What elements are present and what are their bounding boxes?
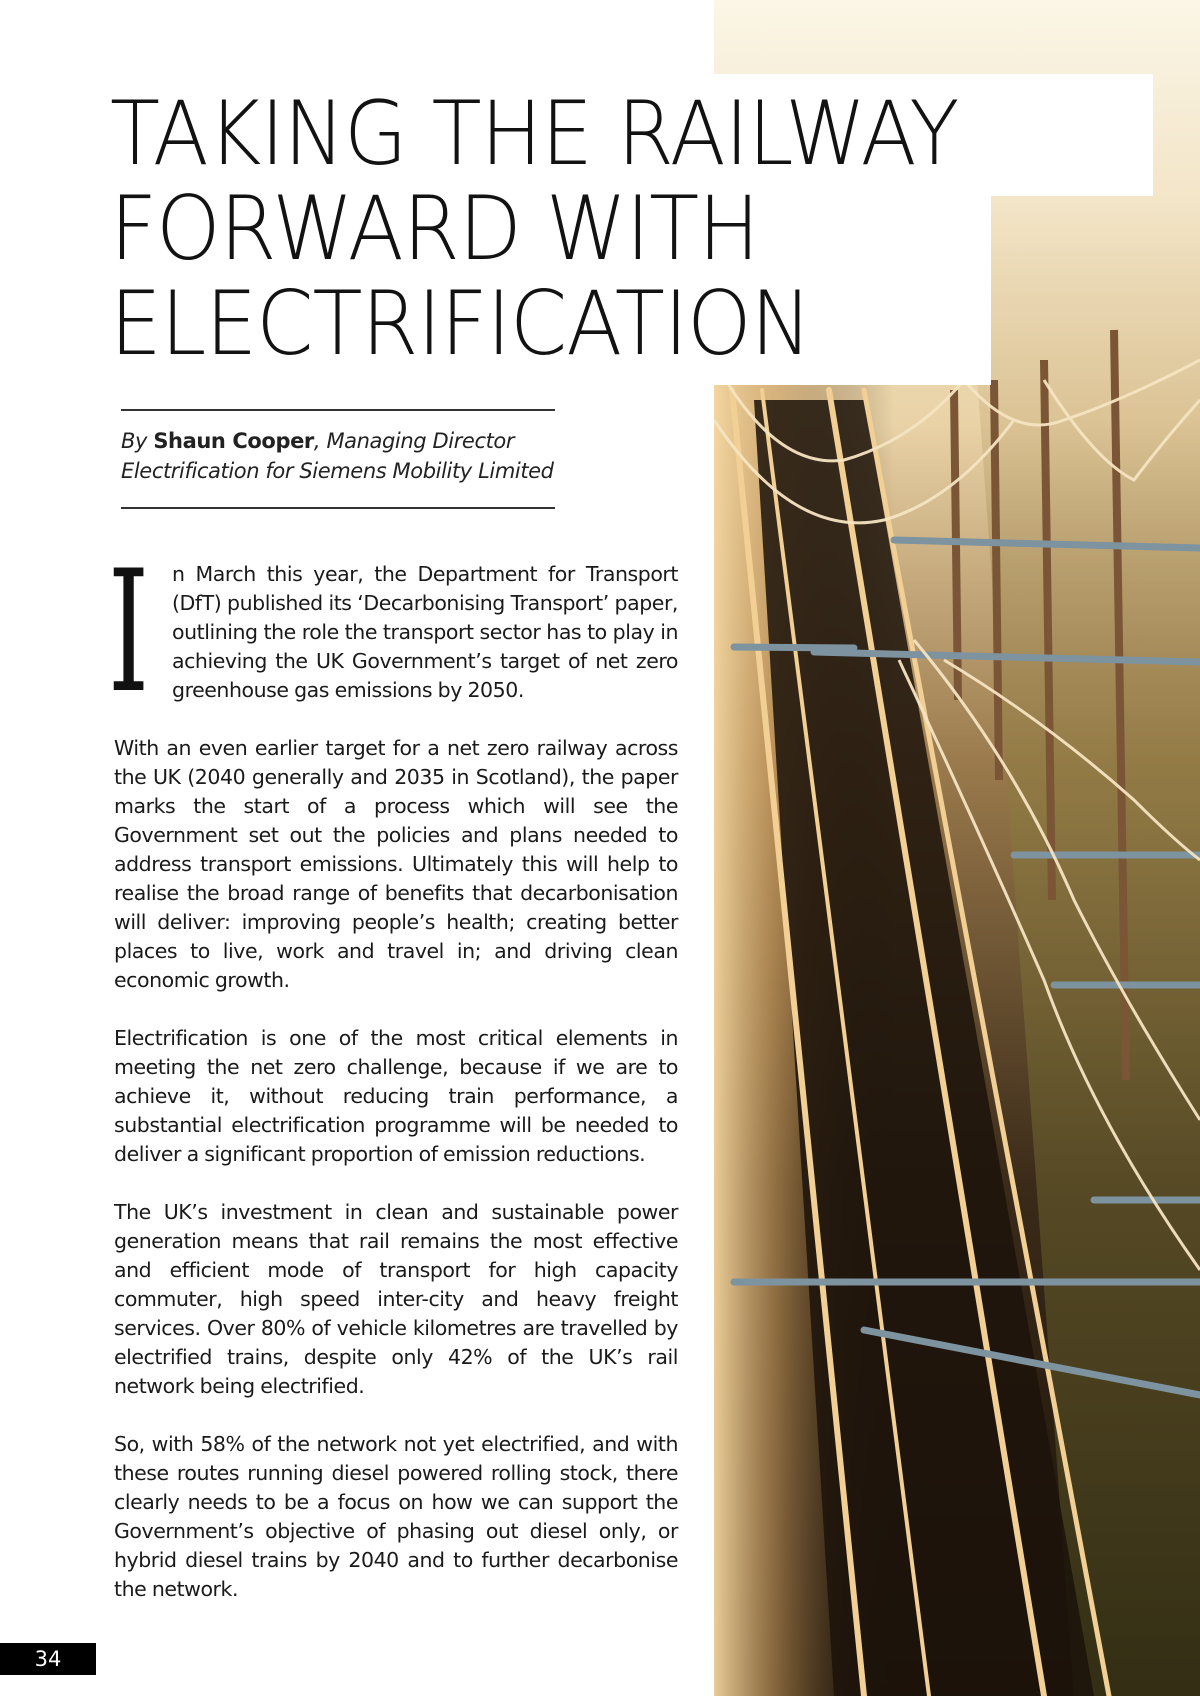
byline xyxy=(121,426,581,486)
body-paragraph-5: So, with 58% of the network not yet electrified, and with these routes running diesel powered rolling stock, there clearly needs to be a focus on how we can support the Government’s objective of phasing out diesel only, or hybrid diesel trains by 2040 and to further decarbonise the network. xyxy=(114,1432,678,1601)
article-title: TAKING THE RAILWAY FORWARD WITH ELECTRIFICATION xyxy=(110,82,959,375)
byline-top-rule xyxy=(121,409,555,411)
body-paragraph-2: With an even earlier target for a net zero railway across the UK (2040 generally and 2035 in Scotland), the paper marks the start of a process which will see the Government set out the policies and plans needed to address transport emissions. Ultimately this will help to realise the broad range of benefits that decarbonisation will deliver: improving people’s health; creating better places to live, work and travel in; and driving clean economic growth. xyxy=(114,736,678,992)
byline-prefix: By xyxy=(121,429,148,453)
body-paragraph-4: The UK’s investment in clean and sustainable power generation means that rail remains the most effective and efficient mode of transport for high capacity commuter, high speed inter-city and heavy freight services. Over 80% of vehicle kilometres are travelled by electrified trains, despite only 42% of the UK’s rail network being electrified. xyxy=(114,1200,678,1398)
byline-role: , Managing Director xyxy=(313,429,515,453)
byline-author: Shaun Cooper xyxy=(153,429,314,453)
body-paragraph-3: Electrification is one of the most critical elements in meeting the net zero challenge, because if we are to achieve it, without reducing train performance, a substantial electrification programme will be needed to deliver a significant proportion of emission reductions. xyxy=(114,1026,678,1166)
byline-bottom-rule xyxy=(121,507,555,509)
drop-cap: I xyxy=(108,534,150,730)
byline-company: Electrification for Siemens Mobility Limited xyxy=(121,459,554,483)
page-number: 34 xyxy=(0,1643,96,1675)
body-paragraph-1: n March this year, the Department for Transport (DfT) published its ‘Decarbonising Transport’ paper, outlining the role the transport sector has to play in achieving the UK Government’s target of net zero greenhouse gas emissions by 2050. xyxy=(172,562,678,702)
